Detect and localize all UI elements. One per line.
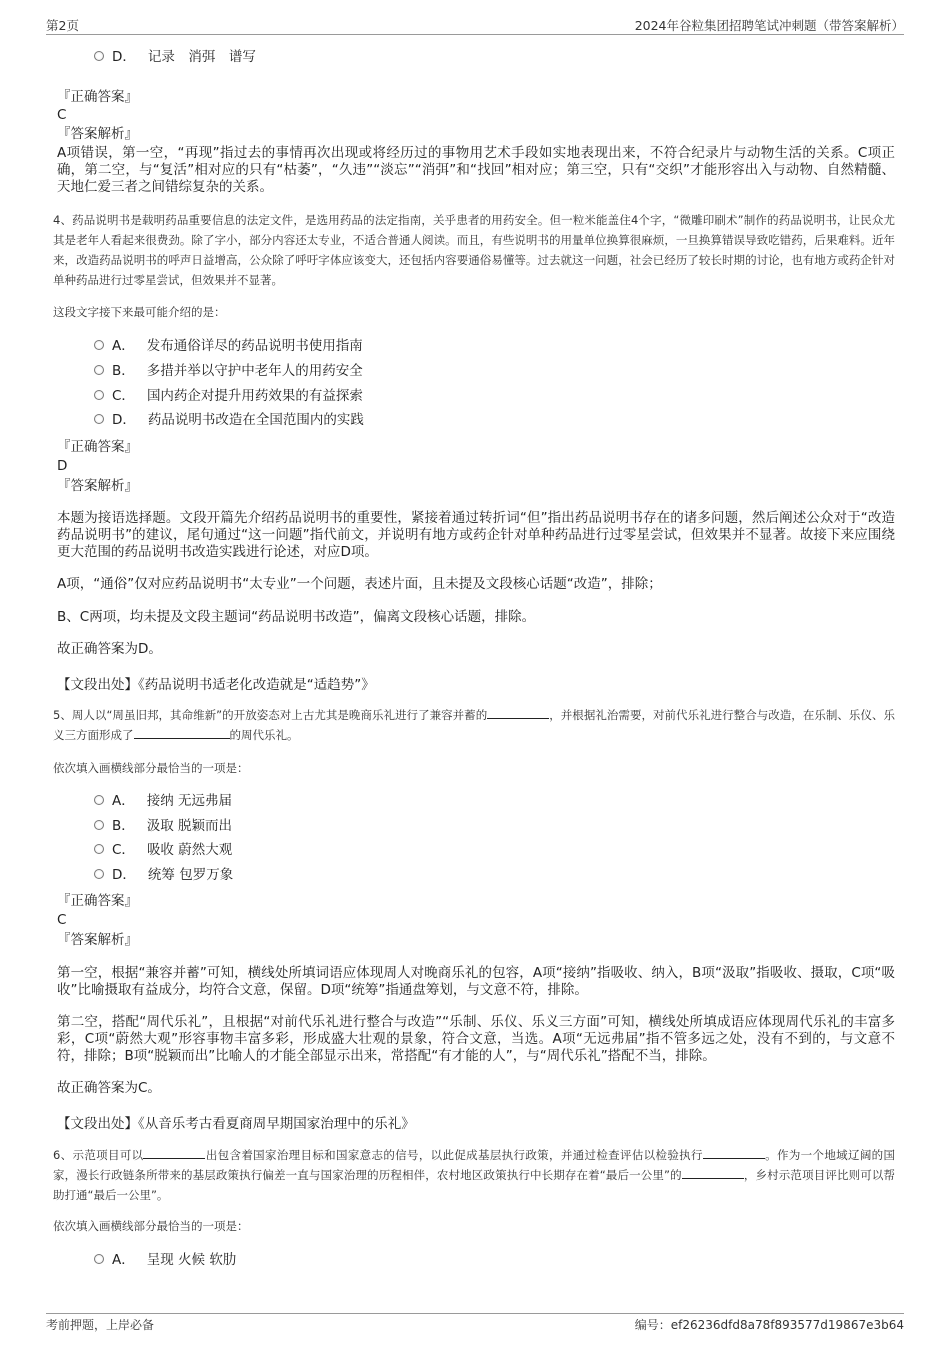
q5-analysis-p3: 故正确答案为C。 [57,1080,161,1096]
q3-analysis: A项错误，第一空，“再现”指过去的事情再次出现或将经历过的事物用艺术手段如实地表现出来，不符合纪录片与动物生活的关系。C项正确，第二空，与“复活”相对应的只有“枯萎”，“久违”“淡忘”“消弭”和“找回”相对应；第三空，只有“交织”才能形容出入与动物、自然精髓、天地仁爱三者之间错综复杂的关系。 [57,145,895,195]
q5-option-a[interactable]: A． 接纳 无远弗届 [94,791,232,811]
q6-blank-3 [682,1166,744,1179]
q4-option-a[interactable]: A． 发布通俗详尽的药品说明书使用指南 [94,336,363,356]
radio-icon[interactable] [94,340,104,350]
q4-analysis-label: 『答案解析』 [57,478,138,494]
q4-analysis-p4: 故正确答案为D。 [57,641,162,657]
radio-icon[interactable] [94,820,104,830]
q4-answer: D [57,458,68,474]
q5-analysis-p1: 第一空，根据“兼容并蓄”可知，横线处所填词语应体现周人对晚商乐礼的包容，A项“接纳”指吸收、纳入，B项“汲取”指吸收、摄取，C项“吸收”比喻摄取有益成分，均符合文意，保留。D项“统筹”指通盘筹划，与文意不符，排除。 [57,965,895,998]
footer-slogan: 考前押题，上岸必备 [46,1318,155,1332]
q4-question-text: 4、药品说明书是载明药品重要信息的法定文件，是选用药品的法定指南，关乎患者的用药安全。但一粒米能盖住4个字，“微雕印刷术”制作的药品说明书，让民众尤其是老年人看起来很费劲。除了字小，部分内容还太专业，不适合普通人阅读。而且，有些说明书的用量单位换算很麻烦，一旦换算错误导致吃错药，后果难料。近年来，改造药品说明书的呼声日益增高，公众除了呼吁字体应该变大，还包括内容要通俗易懂等。过去就这一问题，社会已经历了较长时期的讨论，也有地方或药企针对单种药品进行过零星尝试，但效果并不显著。 [53,213,895,287]
page-number: 第2页 [46,18,79,33]
q5-question-text: 5、周人以“周虽旧邦，其命维新”的开放姿态对上古尤其是晚商乐礼进行了兼容并蓄的 ，并根据礼治需要，对前代乐礼进行整合与改造，在乐制、乐仪、乐义三方面形成了 的周代乐礼。 [53,708,895,742]
q5-analysis-p2: 第二空，搭配“周代乐礼”，且根据“对前代乐礼进行整合与改造”“乐制、乐仪、乐义三方面”可知，横线处所填成语应体现周代乐礼的丰富多彩，C项“蔚然大观”形容事物丰富多彩，形成盛大壮观的景象，符合文意，当选。A项“无远弗届”指不管多远之处，没有不到的，与文意不符，排除；B项“脱颖而出”比喻人的才能全部显示出来，常搭配“有才能的人”，与“周代乐礼”搭配不当，排除。 [57,1014,895,1064]
q6-question-text: 6、示范项目可以 出包含着国家治理目标和国家意志的信号，以此促成基层执行政策，并通过检查评估以检验执行 。作为一个地域辽阔的国家，漫长行政链条所带来的基层政策执行偏差一直与国家治理的历程相伴，农村地区政策执行中长期存在着“最后一公里”的 ，乡村示范项目评比则可以帮助打通“最后一公里”。 [53,1148,895,1202]
q4-option-d[interactable]: D． 药品说明书改造在全国范围内的实践 [94,410,364,430]
radio-icon[interactable] [94,1254,104,1264]
q5-answer-label: 『正确答案』 [57,893,138,909]
q5-source: 【文段出处】《从音乐考古看夏商周早期国家治理中的乐礼》 [57,1116,415,1132]
radio-icon[interactable] [94,414,104,424]
q4-source: 【文段出处】《药品说明书适老化改造就是“适趋势”》 [57,677,375,693]
q4-option-b[interactable]: B． 多措并举以守护中老年人的用药安全 [94,361,363,381]
q6-prompt: 依次填入画横线部分最恰当的一项是： [53,1219,249,1233]
q4-analysis-p3: B、C两项，均未提及文段主题词“药品说明书改造”，偏离文段核心话题，排除。 [57,609,536,625]
q6-blank-1 [143,1146,205,1159]
q5-prompt: 依次填入画横线部分最恰当的一项是： [53,761,249,775]
q5-option-c[interactable]: C． 吸收 蔚然大观 [94,840,232,860]
radio-icon[interactable] [94,844,104,854]
q4-answer-label: 『正确答案』 [57,439,138,455]
page-footer [46,1313,904,1334]
q6-blank-2 [703,1146,765,1159]
q3-answer-label: 『正确答案』 [57,89,138,105]
q4-prompt: 这段文字接下来最可能介绍的是： [53,305,226,319]
radio-icon[interactable] [94,795,104,805]
q5-blank-2 [134,726,230,739]
q4-option-c[interactable]: C． 国内药企对提升用药效果的有益探索 [94,386,363,406]
radio-icon[interactable] [94,869,104,879]
radio-icon[interactable] [94,390,104,400]
q4-analysis-p2: A项，“通俗”仅对应药品说明书“太专业”一个问题，表述片面，且未提及文段核心话题“改造”，排除； [57,576,662,592]
radio-icon[interactable] [94,51,104,61]
q6-option-a[interactable]: A． 呈现 火候 软肋 [94,1250,236,1270]
q5-option-d[interactable]: D． 统筹 包罗万象 [94,865,233,885]
q5-analysis-label: 『答案解析』 [57,932,138,948]
radio-icon[interactable] [94,365,104,375]
page-header [46,14,904,35]
q5-blank-1 [487,706,549,719]
q5-option-b[interactable]: B． 汲取 脱颖而出 [94,816,232,836]
q3-answer: C [57,107,67,123]
q3-option-d[interactable]: D． 记录 消弭 谱写 [94,47,256,67]
document-title: 2024年谷粒集团招聘笔试冲刺题（带答案解析） [634,18,904,33]
q4-analysis-p1: 本题为接语选择题。文段开篇先介绍药品说明书的重要性，紧接着通过转折词“但”指出药品说明书存在的诸多问题，然后阐述公众对于“改造药品说明书”的建议，尾句通过“这一问题”指代前文，并说明有地方或药企针对单种药品进行过零星尝试，但效果并不显著。故接下来应围绕更大范围的药品说明书改造实践进行论述，对应D项。 [57,510,895,560]
q3-analysis-label: 『答案解析』 [57,126,138,142]
document-code: 编号：ef26236dfd8a78f893577d19867e3b64 [634,1318,904,1332]
q5-answer: C [57,912,67,928]
